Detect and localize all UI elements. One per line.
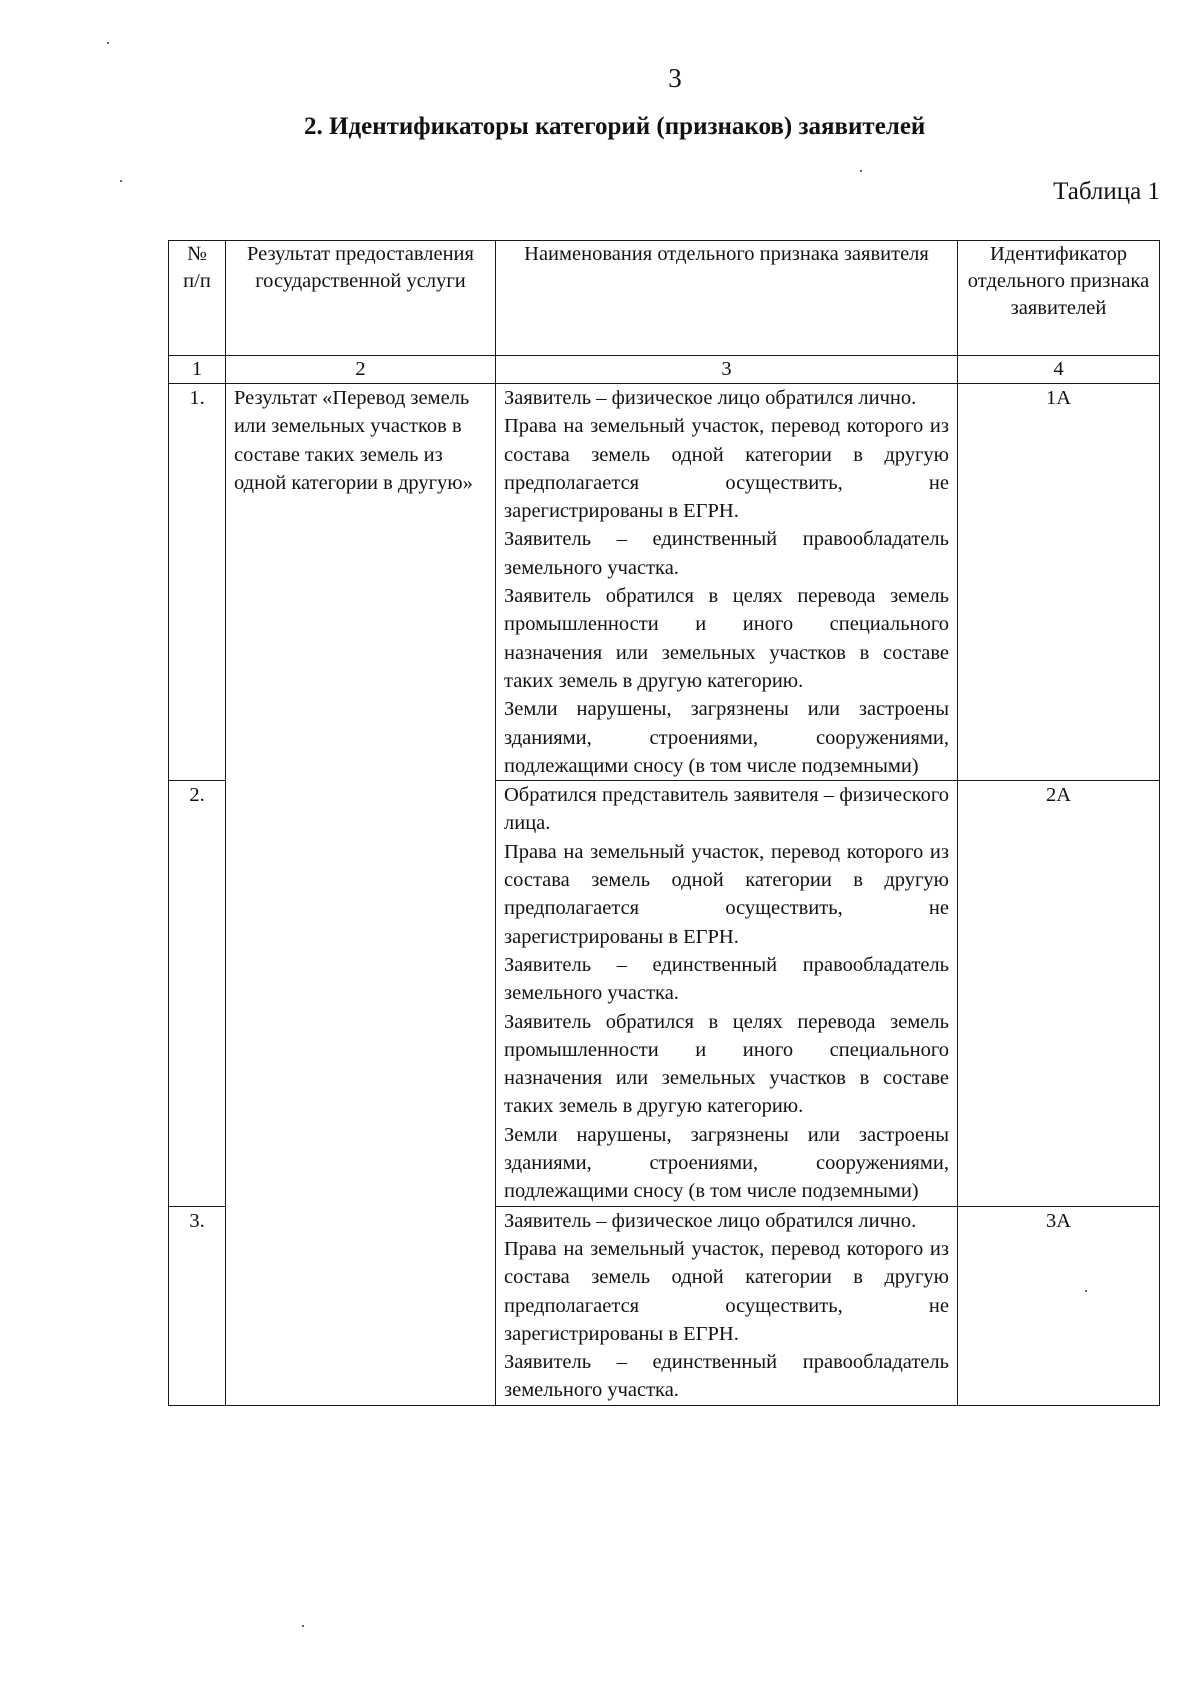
column-numbers-row	[169, 356, 1160, 384]
scan-speck	[107, 42, 109, 44]
header-identifier: Идентификатор отдельного признака заявителей	[958, 241, 1160, 356]
page-number: 3	[668, 63, 682, 93]
attribute-paragraph: Заявитель – физическое лицо обратился лично.	[504, 387, 917, 409]
scan-speck	[302, 1625, 304, 1627]
scan-speck	[1085, 1290, 1087, 1292]
column-number: 4	[958, 356, 1160, 384]
attribute-description	[496, 384, 958, 781]
attribute-paragraph: Земли нарушены, загрязнены или застроены зданиями, строениями, сооружениями, подлежащими сносу (в том числе подземными)	[504, 698, 949, 777]
header-number: № п/п	[169, 241, 226, 356]
attribute-paragraph: Права на земельный участок, перевод которого из состава земель одной категории в другую предполагается осуществить, не зарегистрированы в ЕГРН.	[504, 840, 949, 948]
section-heading: 2. Идентификаторы категорий (признаков) заявителей	[304, 113, 926, 140]
header-result: Результат предоставления государственной услуги	[226, 241, 496, 356]
attribute-identifier: 2А	[958, 781, 1160, 1206]
attribute-paragraph: Заявитель обратился в целях перевода земель промышленности и иного специального назначения или земельных участков в составе таких земель в другую категорию.	[504, 585, 949, 692]
attribute-description	[496, 781, 958, 1206]
attribute-paragraph: Заявитель – единственный правообладатель земельного участка.	[504, 528, 949, 579]
attribute-paragraph: Заявитель – единственный правообладатель земельного участка.	[504, 1351, 949, 1402]
attribute-paragraph: Обратился представитель заявителя – физического лица.	[504, 784, 949, 835]
attribute-paragraph: Заявитель – физическое лицо обратился лично.	[504, 1209, 917, 1232]
attribute-paragraph: Земли нарушены, загрязнены или застроены зданиями, строениями, сооружениями, подлежащими сносу (в том числе подземными)	[504, 1123, 949, 1203]
table-row	[169, 384, 1160, 781]
column-number: 1	[169, 356, 226, 384]
attribute-description	[496, 1206, 958, 1405]
attribute-paragraph: Заявитель обратился в целях перевода земель промышленности и иного специального назначения или земельных участков в составе таких земель в другую категорию.	[504, 1010, 949, 1118]
applicant-categories-table	[168, 240, 1160, 1406]
row-number: 3.	[169, 1206, 226, 1405]
attribute-identifier: 3А	[958, 1206, 1160, 1405]
attribute-identifier: 1А	[958, 384, 1160, 781]
scan-speck	[860, 170, 862, 172]
attribute-paragraph: Права на земельный участок, перевод которого из состава земель одной категории в другую предполагается осуществить, не зарегистрированы в ЕГРН.	[504, 415, 949, 523]
table-header-row	[169, 241, 1160, 356]
row-number: 2.	[169, 781, 226, 1206]
attribute-paragraph: Права на земельный участок, перевод которого из состава земель одной категории в другую предполагается осуществить, не зарегистрированы в ЕГРН.	[504, 1237, 949, 1345]
service-result-cell: Результат «Перевод земель или земельных участков в составе таких земель из одной категории в другую»	[226, 384, 496, 1406]
column-number: 2	[226, 356, 496, 384]
table-label: Таблица 1	[1053, 178, 1160, 205]
scan-speck	[120, 180, 122, 182]
header-attribute-names: Наименования отдельного признака заявителя	[496, 241, 958, 356]
column-number: 3	[496, 356, 958, 384]
attribute-paragraph: Заявитель – единственный правообладатель земельного участка.	[504, 953, 949, 1005]
row-number: 1.	[169, 384, 226, 781]
